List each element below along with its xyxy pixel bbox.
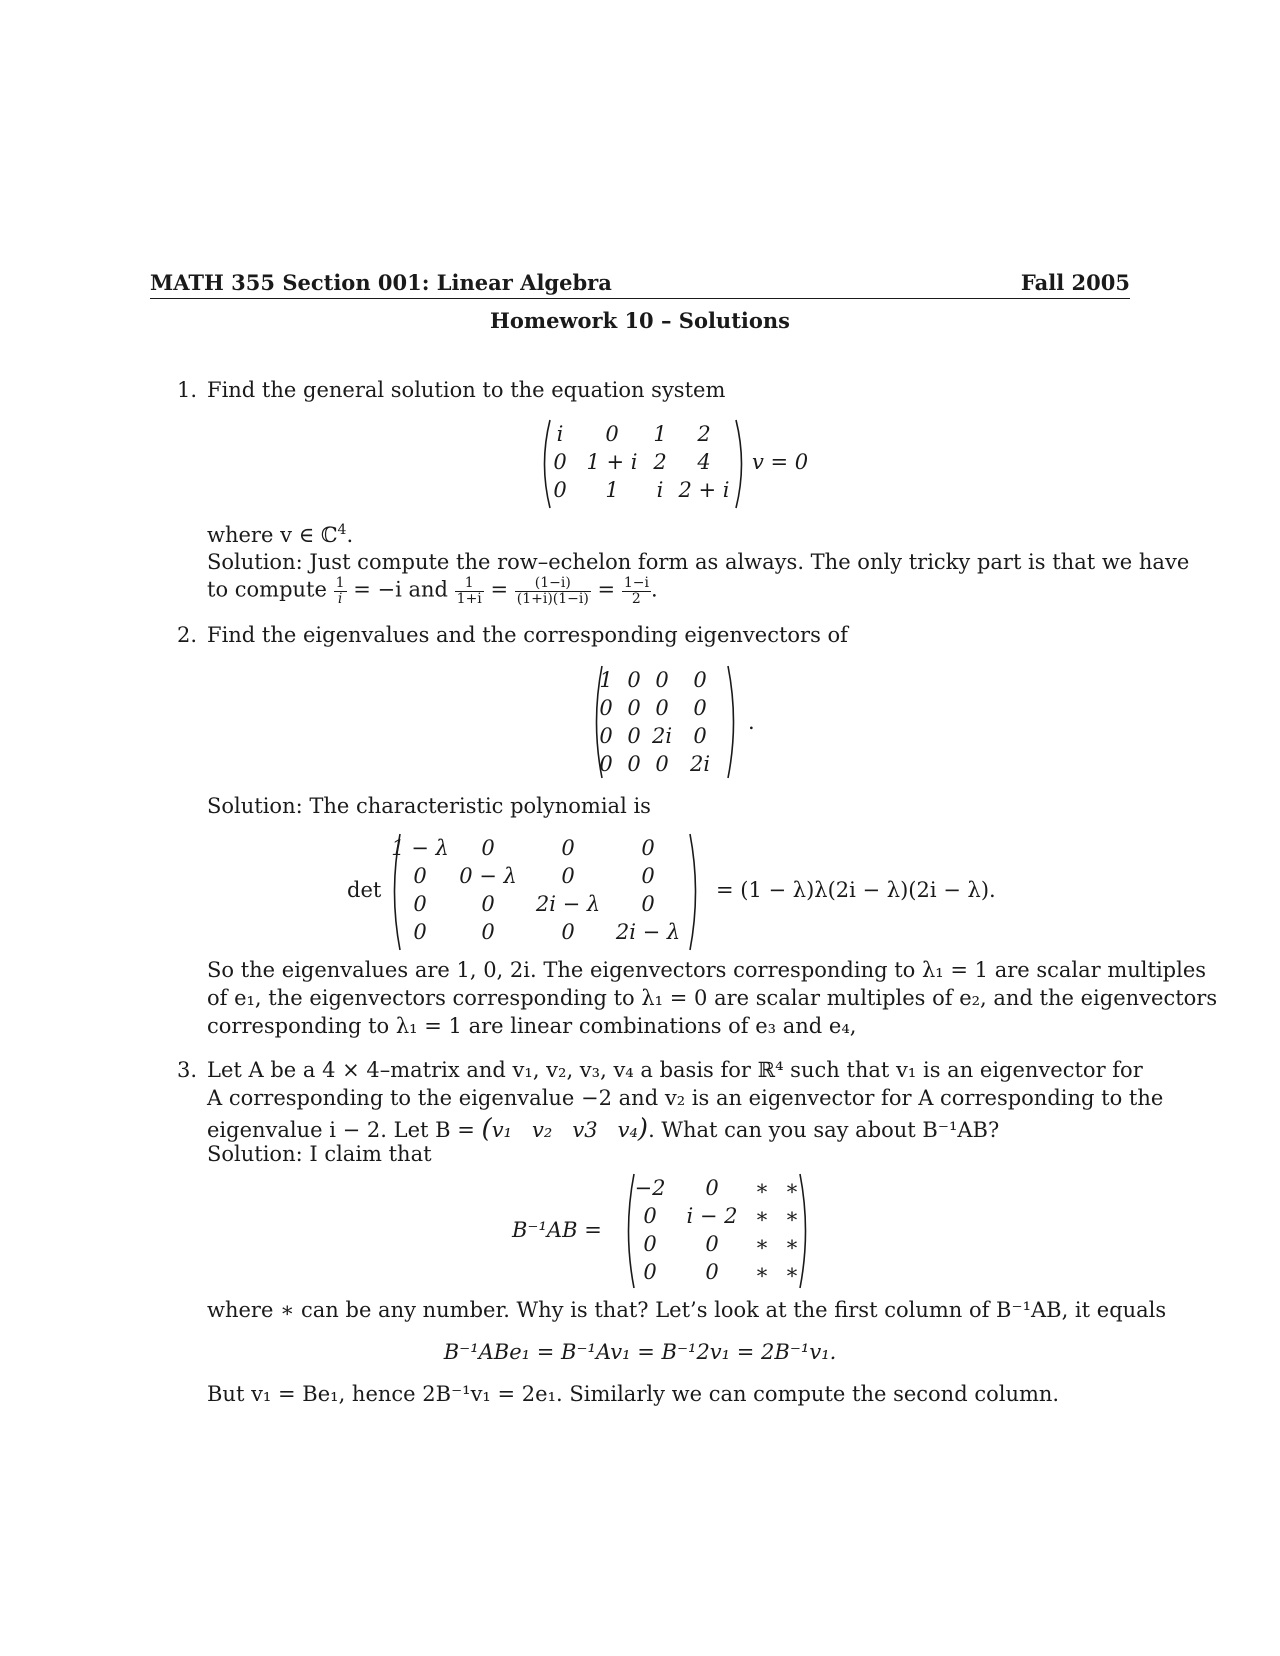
matrix-cell: 0 bbox=[481, 920, 495, 944]
matrix-cell: 0 bbox=[655, 752, 669, 776]
problem-1-prompt: Find the general solution to the equation system bbox=[207, 378, 726, 402]
matrix-cell: 0 bbox=[599, 724, 613, 748]
matrix-cell: 0 bbox=[693, 668, 707, 692]
matrix-cell: 0 bbox=[561, 920, 575, 944]
matrix-right-paren bbox=[726, 664, 740, 780]
matrix-cell: 0 bbox=[605, 422, 619, 446]
matrix-cell: 1 − λ bbox=[391, 836, 449, 860]
problem-3-equation: B⁻¹ABe₁ = B⁻¹Av₁ = B⁻¹2v₁ = 2B⁻¹v₁. bbox=[443, 1340, 837, 1364]
matrix-cell: 2i bbox=[689, 752, 711, 776]
char-matrix bbox=[388, 832, 702, 952]
problem-3-text1: where ∗ can be any number. Why is that? Let’s look at the first column of B⁻¹AB, it equals bbox=[207, 1298, 1167, 1322]
matrix-cell: 2i bbox=[651, 724, 673, 748]
matrix-cell: i bbox=[556, 422, 564, 446]
problem-3-line2: A corresponding to the eigenvalue −2 and v₂ is an eigenvector for A corresponding to the bbox=[207, 1086, 1164, 1110]
matrix-cell: 0 bbox=[481, 836, 495, 860]
problem-2-matrix-end: . bbox=[748, 710, 755, 734]
problem-3-text2: But v₁ = Be₁, hence 2B⁻¹v₁ = 2e₁. Similarly we can compute the second column. bbox=[207, 1382, 1060, 1406]
matrix-cell: 0 bbox=[627, 696, 641, 720]
matrix-cell: ∗ bbox=[784, 1260, 800, 1284]
problem-3-line3: eigenvalue i − 2. Let B = (v₁ v₂ v3 v₄). What can you say about B⁻¹AB? bbox=[207, 1114, 1000, 1144]
matrix-cell: ∗ bbox=[784, 1232, 800, 1256]
matrix-cell: −2 bbox=[634, 1176, 666, 1200]
matrix-cell: 0 bbox=[481, 892, 495, 916]
problem-1-solution-line1: Solution: Just compute the row–echelon form as always. The only tricky part is that we have bbox=[207, 550, 1190, 574]
matrix-cell: ∗ bbox=[754, 1176, 770, 1200]
char-result: = (1 − λ)λ(2i − λ)(2i − λ). bbox=[716, 878, 996, 902]
matrix-cell: 0 bbox=[643, 1204, 657, 1228]
problem-3-line1: Let A be a 4 × 4–matrix and v₁, v₂, v₃, v₄ a basis for ℝ⁴ such that v₁ is an eigenvector for bbox=[207, 1058, 1143, 1082]
problem-2-prompt: Find the eigenvalues and the corresponding eigenvectors of bbox=[207, 623, 848, 647]
matrix-cell: 0 bbox=[655, 668, 669, 692]
matrix-cell: 1 bbox=[605, 478, 619, 502]
problem-1-number: 1. bbox=[177, 378, 198, 402]
matrix-cell: ∗ bbox=[784, 1176, 800, 1200]
matrix-cell: 0 bbox=[643, 1232, 657, 1256]
matrix-cell: 0 − λ bbox=[459, 864, 517, 888]
matrix-cell: 0 bbox=[627, 752, 641, 776]
matrix-cell: 2i − λ bbox=[535, 892, 601, 916]
matrix-cell: 2 + i bbox=[678, 478, 730, 502]
matrix-cell: i − 2 bbox=[686, 1204, 738, 1228]
page-title: Homework 10 – Solutions bbox=[490, 308, 790, 333]
matrix-cell: 4 bbox=[697, 450, 711, 474]
matrix-cell: 1 bbox=[599, 668, 613, 692]
matrix-cell: 0 bbox=[413, 920, 427, 944]
matrix-cell: 0 bbox=[627, 724, 641, 748]
matrix-cell: 0 bbox=[561, 864, 575, 888]
matrix-cell: ∗ bbox=[754, 1232, 770, 1256]
problem-2-text2: of e₁, the eigenvectors corresponding to λ₁ = 0 are scalar multiples of e₂, and the eigenvectors bbox=[207, 986, 1218, 1010]
problem-1-solution-line2: to compute $\frac{1}{i}$ = −i and $\frac{1}{1+i}$ = $\frac{(1-i)}{(1+i)(1-i)}$ = $\frac{1-i}{2}$ . bbox=[207, 575, 658, 607]
matrix-cell: ∗ bbox=[754, 1260, 770, 1284]
problem-2-matrix bbox=[590, 664, 740, 780]
problem-1-where: where v ∈ ℂ$^4$. bbox=[207, 522, 354, 547]
matrix-cell: 0 bbox=[641, 864, 655, 888]
matrix-cell: 2 bbox=[653, 450, 667, 474]
problem-2-solution: Solution: The characteristic polynomial is bbox=[207, 794, 651, 818]
matrix-cell: 1 bbox=[653, 422, 667, 446]
matrix-cell: 0 bbox=[599, 696, 613, 720]
matrix-cell: 0 bbox=[413, 864, 427, 888]
matrix-cell: 0 bbox=[413, 892, 427, 916]
matrix-cell: 0 bbox=[643, 1260, 657, 1284]
term: Fall 2005 bbox=[1020, 270, 1130, 295]
matrix-cell: 0 bbox=[641, 836, 655, 860]
matrix-cell: 0 bbox=[561, 836, 575, 860]
matrix-cell: 0 bbox=[705, 1176, 719, 1200]
problem-2-text3: corresponding to λ₁ = 1 are linear combinations of e₃ and e₄, bbox=[207, 1014, 857, 1038]
problem-3-number: 3. bbox=[177, 1058, 198, 1082]
matrix-right-paren bbox=[688, 832, 702, 952]
matrix-cell: 0 bbox=[627, 668, 641, 692]
problem-1-rhs: v = 0 bbox=[752, 450, 809, 474]
matrix-cell: 0 bbox=[693, 696, 707, 720]
problem-3-matrix bbox=[622, 1172, 812, 1290]
matrix-cell: 2i − λ bbox=[615, 920, 681, 944]
matrix-cell: 0 bbox=[705, 1260, 719, 1284]
problem-3-solution: Solution: I claim that bbox=[207, 1142, 432, 1166]
matrix-cell: 0 bbox=[599, 752, 613, 776]
matrix-cell: 0 bbox=[705, 1232, 719, 1256]
matrix-cell: 0 bbox=[655, 696, 669, 720]
matrix-cell: 2 bbox=[697, 422, 711, 446]
header-rule bbox=[150, 298, 1130, 299]
course-title: MATH 355 Section 001: Linear Algebra bbox=[150, 270, 612, 295]
matrix-cell: 0 bbox=[553, 450, 567, 474]
problem-3-lhs: B⁻¹AB = bbox=[512, 1218, 602, 1242]
problem-1-matrix bbox=[538, 418, 748, 510]
matrix-cell: 0 bbox=[553, 478, 567, 502]
matrix-cell: ∗ bbox=[754, 1204, 770, 1228]
det-label: det bbox=[347, 878, 382, 902]
problem-2-number: 2. bbox=[177, 623, 198, 647]
matrix-cell: 1 + i bbox=[586, 450, 638, 474]
matrix-cell: 0 bbox=[641, 892, 655, 916]
matrix-cell: 0 bbox=[693, 724, 707, 748]
matrix-cell: i bbox=[656, 478, 664, 502]
matrix-cell: ∗ bbox=[784, 1204, 800, 1228]
problem-2-text1: So the eigenvalues are 1, 0, 2i. The eigenvectors corresponding to λ₁ = 1 are scalar multiples bbox=[207, 958, 1207, 982]
matrix-right-paren bbox=[734, 418, 748, 510]
